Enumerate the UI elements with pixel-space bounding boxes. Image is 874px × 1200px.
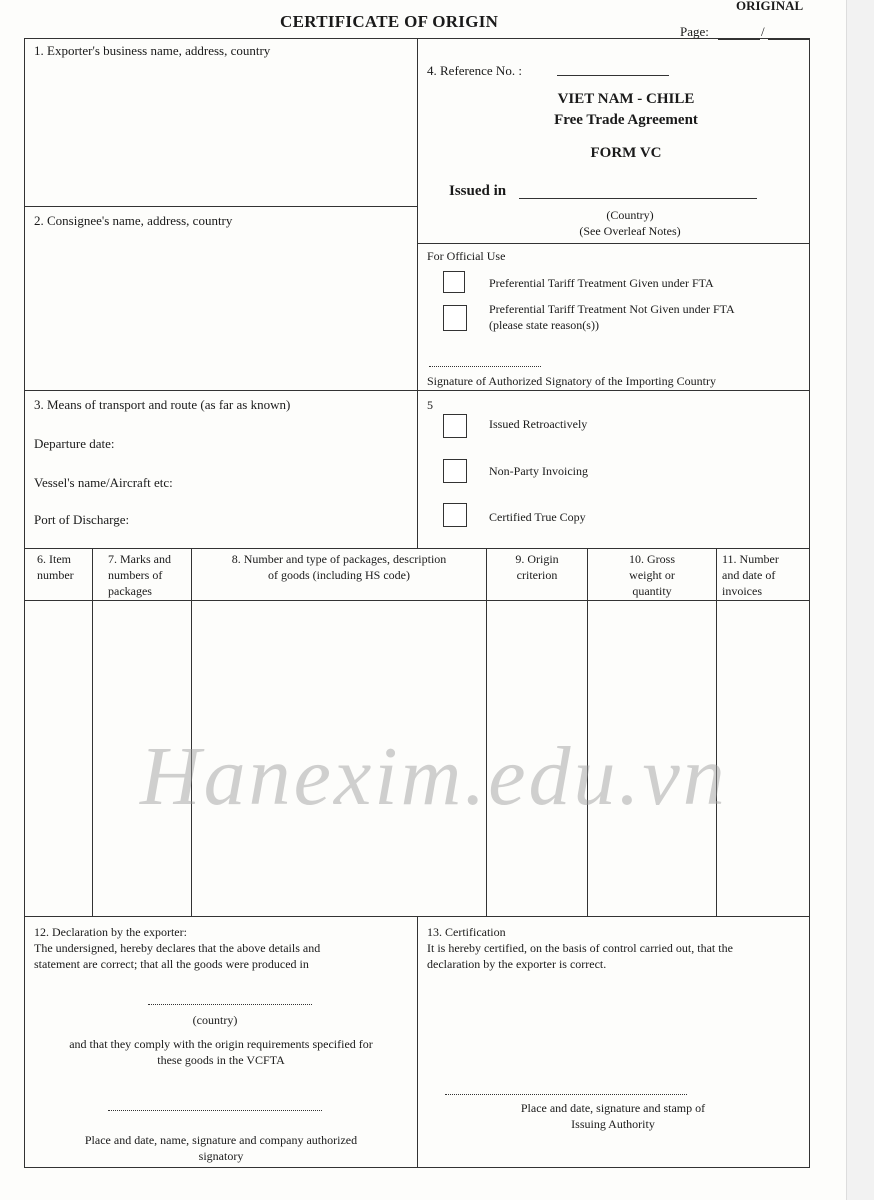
col-origin-criterion-header: 9. Origin criterion [515, 552, 559, 582]
certified-true-copy-checkbox[interactable] [443, 503, 467, 527]
exporter-place-date-line-1: Place and date, name, signature and company authorized [84, 1133, 358, 1147]
form-name: FORM VC [590, 145, 662, 161]
declaration-label: 12. Declaration by the exporter: [34, 925, 187, 939]
authority-place-date-line-1: Place and date, signature and stamp of [520, 1101, 706, 1115]
col-description-header: 8. Number and type of packages, description of goods (including HS code) [231, 552, 447, 582]
issued-retroactively-label: Issued Retroactively [489, 417, 588, 431]
non-party-invoicing-label: Non-Party Invoicing [489, 464, 588, 478]
exporter-field[interactable] [30, 62, 410, 202]
table-top-line [24, 548, 810, 549]
box1-divider [24, 206, 417, 207]
certification-label: 13. Certification [427, 925, 506, 939]
declaration-line-1: The undersigned, hereby declares that the above details and [34, 941, 321, 955]
departure-date-label: Departure date: [34, 436, 115, 451]
issued-in-label: Issued in [449, 183, 507, 199]
importing-signature-label: Signature of Authorized Signatory of the Importing Country [427, 374, 716, 388]
original-label: ORIGINAL [736, 0, 804, 13]
box5-label: 5 [427, 398, 433, 412]
declaration-line-2: statement are correct; that all the goods were produced in [34, 957, 309, 971]
exporter-place-date-line-2: signatory [198, 1149, 244, 1163]
preferential-not-given-checkbox[interactable] [443, 305, 467, 331]
authority-signature-field[interactable] [445, 1094, 687, 1095]
port-of-discharge-label: Port of Discharge: [34, 512, 130, 527]
page-label: Page: [680, 24, 709, 39]
vessel-name-label: Vessel's name/Aircraft etc: [34, 475, 173, 490]
box3-divider [24, 390, 810, 391]
certification-line-2: declaration by the exporter is correct. [427, 957, 607, 971]
reference-number-field[interactable] [557, 75, 669, 76]
exporter-label: 1. Exporter's business name, address, country [34, 43, 271, 58]
box4-divider [417, 243, 810, 244]
col-gross-weight-header: 10. Gross weight or quantity [628, 552, 675, 598]
page-edge-shadow [846, 0, 874, 1200]
page-separator: / [761, 24, 765, 39]
issued-in-country-field[interactable] [519, 198, 757, 199]
consignee-label: 2. Consignee's name, address, country [34, 213, 233, 228]
col-invoices-header: 11. Number and date of invoices [722, 552, 779, 598]
certification-line-1: It is hereby certified, on the basis of control carried out, that the [427, 941, 733, 955]
country-caption-12: (country) [192, 1013, 238, 1027]
comply-line-2: these goods in the VCFTA [157, 1053, 285, 1067]
page-title: CERTIFICATE OF ORIGIN [280, 12, 499, 31]
preferential-given-label: Preferential Tariff Treatment Given under FTA [489, 276, 714, 290]
col-item-number-header: 6. Item number [37, 552, 74, 582]
country-caption: (Country) [606, 208, 654, 222]
preferential-not-given-label: Preferential Tariff Treatment Not Given under FTA [489, 302, 735, 316]
comply-line-1: and that they comply with the origin requirements specified for [69, 1037, 373, 1051]
reason-caption: (please state reason(s)) [489, 318, 599, 332]
signature-line[interactable] [429, 366, 541, 367]
col-marks-header: 7. Marks and numbers of packages [108, 552, 171, 598]
producing-country-field[interactable] [148, 1004, 312, 1005]
agreement-title: VIET NAM - CHILE [557, 91, 695, 107]
authority-place-date-line-2: Issuing Authority [571, 1117, 655, 1131]
official-use-label: For Official Use [427, 249, 506, 263]
exporter-signature-field[interactable] [108, 1110, 322, 1111]
preferential-given-checkbox[interactable] [443, 271, 465, 293]
bottom-column-divider [417, 916, 418, 1168]
transport-label: 3. Means of transport and route (as far as known) [34, 397, 291, 412]
consignee-field[interactable] [30, 232, 410, 382]
non-party-invoicing-checkbox[interactable] [443, 459, 467, 483]
issued-retroactively-checkbox[interactable] [443, 414, 467, 438]
certified-true-copy-label: Certified True Copy [489, 510, 586, 524]
watermark: Hanexim.edu.vn [140, 730, 728, 823]
overleaf-notes-caption: (See Overleaf Notes) [579, 224, 681, 238]
reference-label: 4. Reference No. : [427, 63, 522, 78]
agreement-subtitle: Free Trade Agreement [554, 112, 698, 128]
top-column-divider [417, 38, 418, 548]
